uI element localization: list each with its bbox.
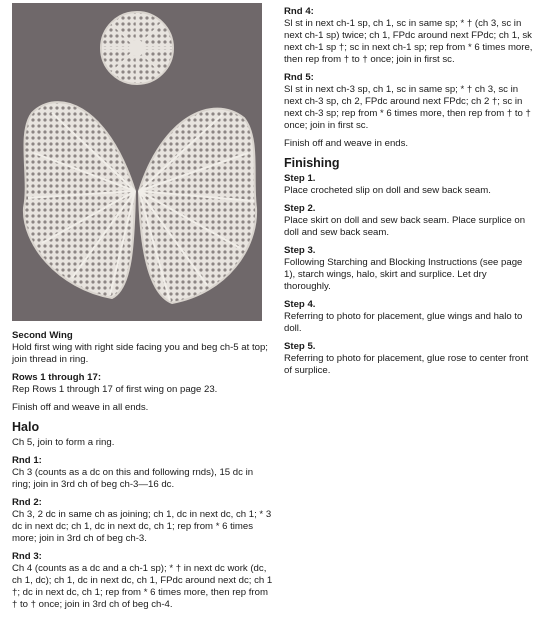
step4-heading: Step 4. [284, 299, 316, 310]
left-column [12, 330, 274, 611]
second-wing-heading: Second Wing [12, 330, 73, 341]
right-wing [139, 109, 256, 303]
step3-heading: Step 3. [284, 245, 316, 256]
rows-heading: Rows 1 through 17: [12, 372, 102, 383]
halo-doily [101, 12, 173, 84]
rnd1-heading: Rnd 1: [12, 455, 42, 466]
rows-text: Rep Rows 1 through 17 of first wing on page 23. [12, 384, 218, 395]
rnd3-heading: Rnd 3: [12, 551, 42, 562]
step1-heading: Step 1. [284, 173, 316, 184]
rnd5-heading: Rnd 5: [284, 72, 314, 83]
halo-intro: Ch 5, join to form a ring. [12, 437, 115, 448]
second-wing-text: Hold first wing with right side facing you and beg ch-5 at top; join thread in ring. [12, 342, 268, 365]
rnd3-text: Ch 4 (counts as a dc and a ch-1 sp); * † in next dc work (dc, ch 1, dc); ch 1, dc in next dc, ch 1, FPdc around next dc; ch 1 †; dc in next dc, ch 1; rep from * 6 times more, then rep from † to † once; join in 3rd ch of beg ch-4. [12, 563, 273, 610]
rnd2-text: Ch 3, 2 dc in same ch as joining; ch 1, dc in next dc, ch 1; * 3 dc in next dc; ch 1, dc in next dc, ch 1; rep from * 6 times more; join in 3rd ch of beg ch-3. [12, 509, 272, 544]
crochet-photo-illustration [12, 3, 262, 321]
finishing-title: Finishing [284, 156, 340, 170]
step5-text: Referring to photo for placement, glue rose to center front of surplice. [284, 353, 529, 376]
rnd1-text: Ch 3 (counts as a dc on this and following rnds), 15 dc in ring; join in 3rd ch of beg ch-3—16 dc. [12, 467, 254, 490]
step4-text: Referring to photo for placement, glue wings and halo to doll. [284, 311, 523, 334]
step2-text: Place skirt on doll and sew back seam. Place surplice on doll and sew back seam. [284, 215, 526, 238]
step1-text: Place crocheted slip on doll and sew back seam. [284, 185, 491, 196]
step2-heading: Step 2. [284, 203, 316, 214]
rnd4-text: Sl st in next ch-1 sp, ch 1, sc in same sp; * † (ch 3, sc in next ch-1 sp) twice; ch 1, FPdc around next FPdc; ch 1, sk next ch-1 sp †; sc in next ch-1 sp; rep from * 6 times more, then rep from † to † once; join in first sc. [284, 18, 533, 65]
rnd2-heading: Rnd 2: [12, 497, 42, 508]
left-wing [24, 102, 135, 298]
halo-title: Halo [12, 420, 40, 434]
rnd4-heading: Rnd 4: [284, 6, 314, 17]
crochet-photo [12, 3, 262, 321]
finish-text: Finish off and weave in all ends. [12, 402, 149, 413]
rnd5-text: Sl st in next ch-3 sp, ch 1, sc in same sp; * † ch 3, sc in next ch-3 sp, ch 2, FPdc around next FPdc; ch 2 †; sc in next ch-3 sp; rep from * 6 times more, then rep from † to † once; join in first sc. [284, 84, 531, 131]
right-column [284, 6, 534, 383]
rnd5-finish: Finish off and weave in ends. [284, 138, 409, 149]
step3-text: Following Starching and Blocking Instructions (see page 1), starch wings, halo, skirt and surplice. Let dry thoroughly. [284, 257, 523, 292]
step5-heading: Step 5. [284, 341, 316, 352]
